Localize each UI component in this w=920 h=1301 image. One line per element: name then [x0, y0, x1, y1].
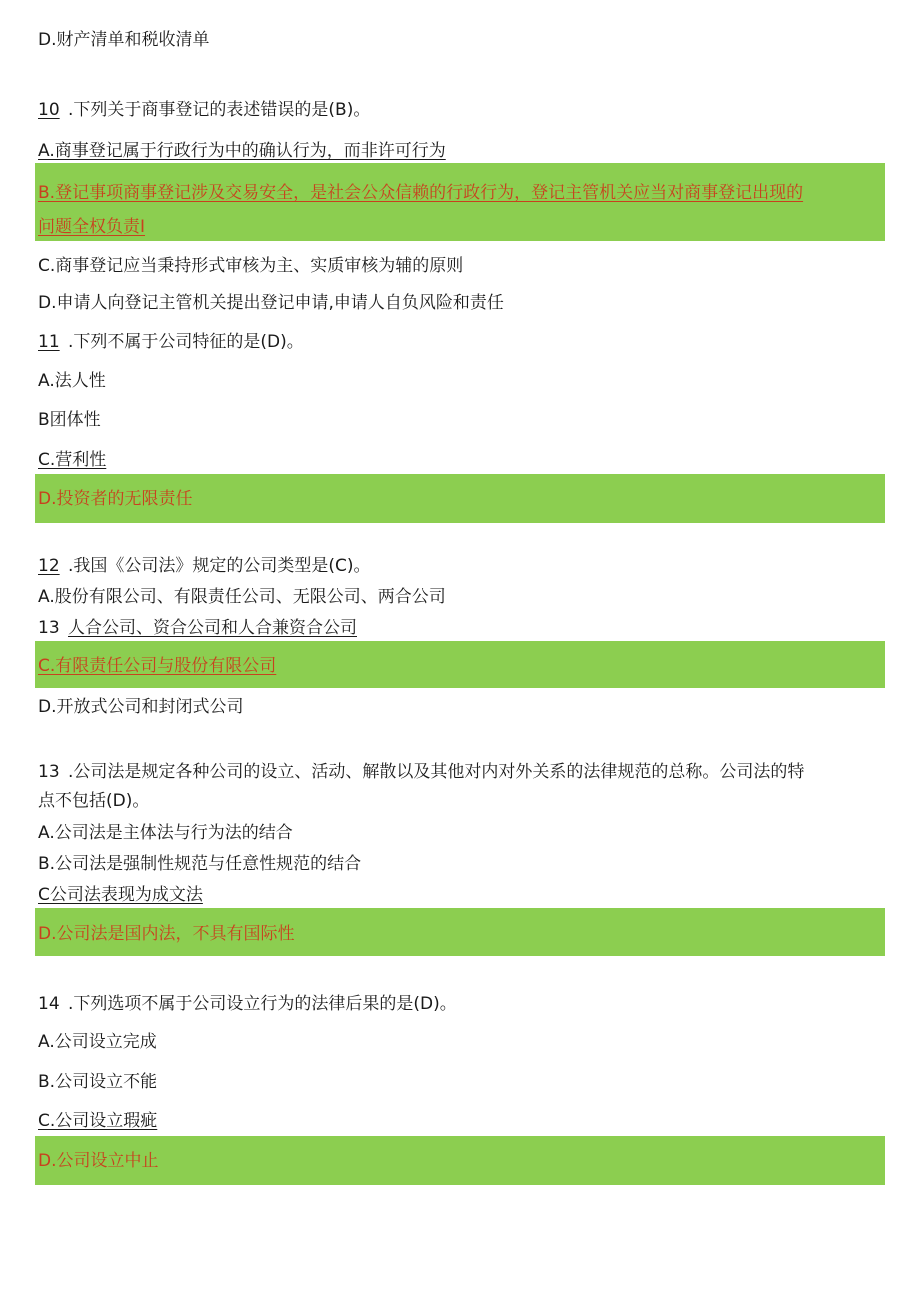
q13-number: 13: [38, 762, 60, 782]
q12-option-b: [38, 617, 357, 639]
q10-option-d: D.申请人向登记主管机关提出登记申请,申请人自负风险和责任: [38, 293, 504, 313]
q10-option-a: A.商事登记属于行政行为中的确认行为，而非许可行为: [38, 141, 446, 161]
q12-number: 12: [38, 556, 60, 576]
q13-option-b: B.公司法是强制性规范与任意性规范的结合: [38, 854, 362, 874]
q10-option-b-line2: 问题全权负责I: [38, 217, 146, 237]
q11-stem: [38, 331, 304, 353]
q12-stem: [38, 555, 371, 577]
q10-number: 10: [38, 100, 60, 120]
q12-option-d: D.开放式公司和封闭式公司: [38, 697, 244, 717]
q12-option-b-number: 13: [38, 618, 60, 638]
q11-stem-text: .下列不属于公司特征的是(D)。: [68, 332, 304, 352]
q11-option-c: C.营利性: [38, 450, 107, 470]
q14-stem-text: .下列选项不属于公司设立行为的法律后果的是(D)。: [68, 994, 457, 1014]
q9-option-d: D.财产清单和税收清单: [38, 30, 210, 50]
q13-option-c: C公司法表现为成文法: [38, 885, 203, 905]
q12-option-b-text: 人合公司、资合公司和人合兼资合公司: [68, 618, 357, 638]
q11-number: 11: [38, 332, 60, 352]
q10-option-b-line1: B.登记事项商事登记涉及交易安全，是社会公众信赖的行政行为，登记主管机关应当对商事登记出现的: [38, 183, 804, 203]
q14-option-d: D.公司设立中止: [38, 1151, 159, 1171]
q13-option-d: D.公司法是国内法，不具有国际性: [38, 924, 295, 944]
q14-option-c: C.公司设立瑕疵: [38, 1111, 158, 1131]
q12-option-a: A.股份有限公司、有限责任公司、无限公司、两合公司: [38, 587, 446, 607]
q10-option-c: C.商事登记应当秉持形式审核为主、实质审核为辅的原则: [38, 256, 464, 276]
q13-option-a: A.公司法是主体法与行为法的结合: [38, 823, 293, 843]
q13-stem-line2: 点不包括(D)。: [38, 791, 150, 811]
q10-stem-text: .下列关于商事登记的表述错误的是(B)。: [68, 100, 371, 120]
q14-option-b: B.公司设立不能: [38, 1072, 158, 1092]
q13-stem-text: .公司法是规定各种公司的设立、活动、解散以及其他对内对外关系的法律规范的总称。公司法的特: [68, 762, 805, 782]
q11-option-d: D.投资者的无限责任: [38, 489, 193, 509]
q14-answer-highlight: [35, 1136, 885, 1185]
q14-option-a: A.公司设立完成: [38, 1032, 157, 1052]
q12-option-c: C.有限责任公司与股份有限公司: [38, 656, 277, 676]
q10-stem: [38, 99, 370, 121]
q14-stem: [38, 993, 457, 1015]
q12-stem-text: .我国《公司法》规定的公司类型是(C)。: [68, 556, 371, 576]
q14-number: 14: [38, 994, 60, 1014]
q13-stem-line1: [38, 761, 804, 783]
q11-option-a: A.法人性: [38, 371, 106, 391]
q11-option-b: B团体性: [38, 410, 101, 430]
